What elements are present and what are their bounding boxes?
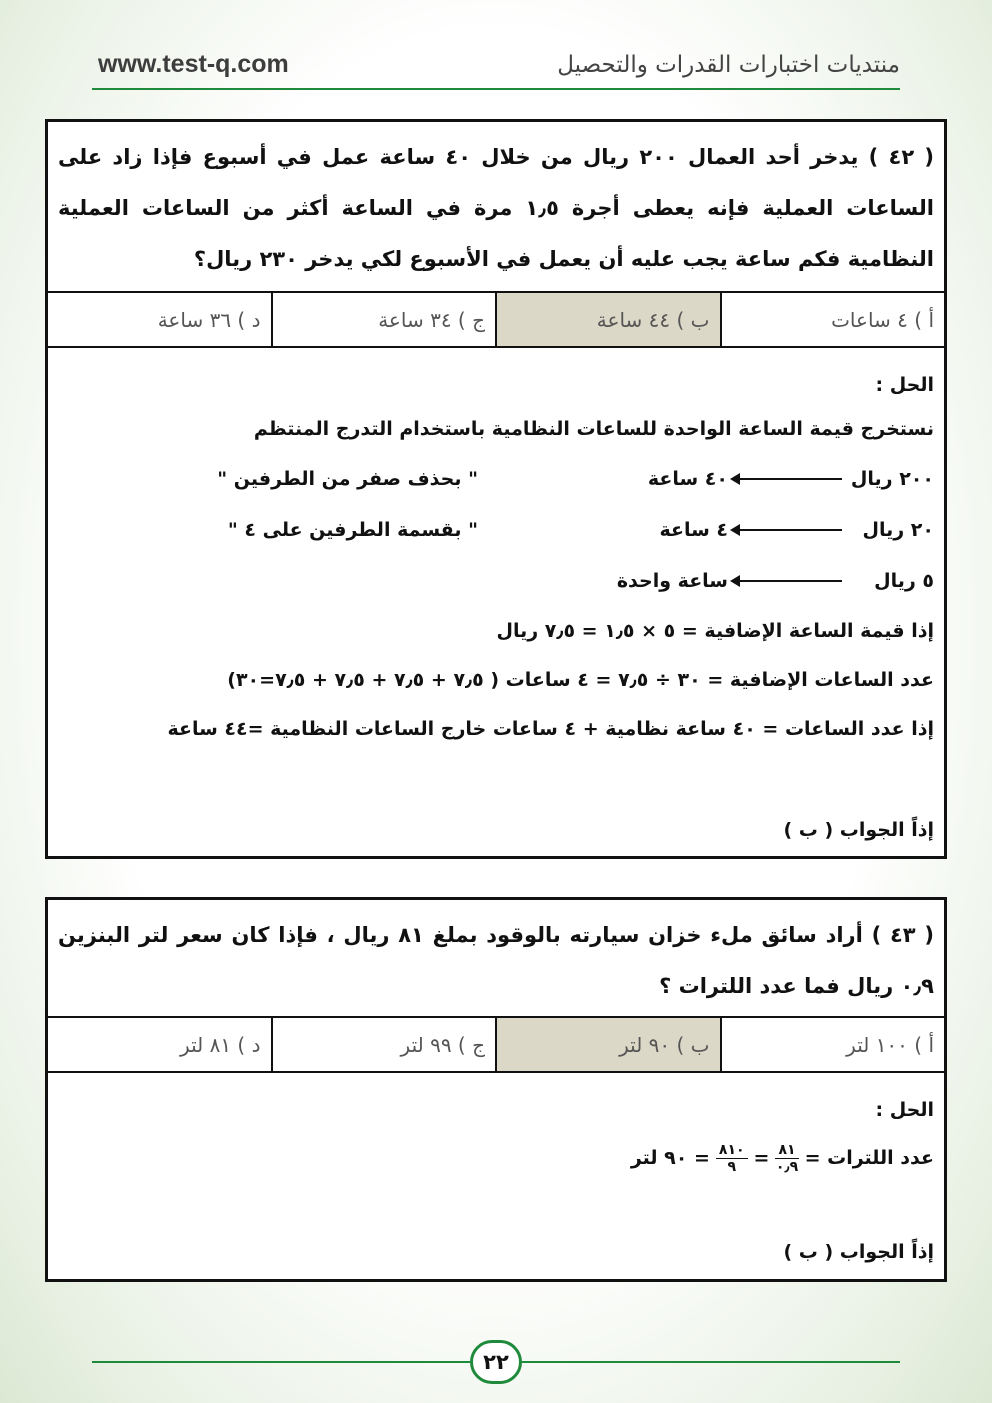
step-left: ٢٠٠ ريال xyxy=(850,467,934,490)
fraction-denominator: ٩ xyxy=(727,1158,736,1175)
arrow-icon xyxy=(732,529,842,531)
fraction xyxy=(775,1142,798,1175)
site-url[interactable]: www.test-q.com xyxy=(98,50,289,78)
solution-step xyxy=(58,453,934,504)
option-b[interactable]: ب ) ٤٤ ساعة xyxy=(495,293,720,346)
question-43-solution xyxy=(48,1071,944,1286)
arrow-icon xyxy=(732,580,842,582)
solution-formula xyxy=(58,1129,934,1187)
step-right: ساعة واحدة xyxy=(616,569,728,592)
question-42-options xyxy=(48,291,944,346)
page-number: ٢٢ xyxy=(470,1340,522,1384)
arrow-icon xyxy=(732,478,842,480)
step-right: ٤٠ ساعة xyxy=(647,467,728,490)
question-42-card xyxy=(45,119,947,859)
option-a[interactable]: أ ) ٤ ساعات xyxy=(720,293,945,346)
step-left: ٥ ريال xyxy=(874,569,934,592)
formula-result: = ٩٠ لتر xyxy=(630,1147,710,1169)
solution-line: عدد الساعات الإضافية = ٣٠ ÷ ٧٫٥ = ٤ ساعات ( ٧٫٥ + ٧٫٥ + ٧٫٥ + ٧٫٥=٣٠) xyxy=(227,668,934,691)
solution-step xyxy=(58,555,934,606)
solution-answer: إذاً الجواب ( ب ) xyxy=(783,1240,934,1263)
option-d[interactable]: د ) ٣٦ ساعة xyxy=(157,307,261,332)
solution-answer: إذاً الجواب ( ب ) xyxy=(783,818,934,841)
solution-line: إذا عدد الساعات = ٤٠ ساعة نظامية + ٤ ساعات خارج الساعات النظامية =٤٤ ساعة xyxy=(167,717,934,740)
solution-line: إذا قيمة الساعة الإضافية = ٥ × ١٫٥ = ٧٫٥ ريال xyxy=(496,619,934,642)
formula-label: عدد اللترات = xyxy=(804,1147,934,1169)
forum-title: منتديات اختبارات القدرات والتحصيل xyxy=(557,52,900,78)
footer-rule-left xyxy=(92,1361,470,1363)
option-c[interactable]: ج ) ٣٤ ساعة xyxy=(271,293,496,346)
option-a[interactable]: أ ) ١٠٠ لتر xyxy=(720,1018,945,1071)
option-d[interactable]: د ) ٨١ لتر xyxy=(180,1032,261,1057)
step-note: " بقسمة الطرفين على ٤ " xyxy=(227,518,478,541)
fraction-numerator: ٨١ xyxy=(775,1142,798,1159)
question-42-solution xyxy=(48,346,944,864)
equals-sign: = xyxy=(753,1147,770,1169)
solution-title: الحل : xyxy=(875,1099,934,1121)
footer-rule-right xyxy=(522,1361,900,1363)
step-left: ٢٠ ريال xyxy=(862,518,934,541)
solution-title: الحل : xyxy=(875,374,934,396)
step-note: " بحذف صفر من الطرفين " xyxy=(217,467,478,490)
solution-step xyxy=(58,504,934,555)
fraction xyxy=(716,1142,748,1175)
fraction-denominator: ٠٫٩ xyxy=(775,1158,799,1175)
solution-intro: نستخرج قيمة الساعة الواحدة للساعات النظامية باستخدام التدرج المنتظم xyxy=(253,417,934,440)
fraction-numerator: ٨١٠ xyxy=(716,1142,748,1159)
question-43-options xyxy=(48,1016,944,1071)
question-43-text: ( ٤٣ ) أراد سائق ملء خزان سيارته بالوقود بملغ ٨١ ريال ، فإذا كان سعر لتر البنزين ٠٫٩ ريال فما عدد اللترات ؟ xyxy=(58,923,934,998)
step-right: ٤ ساعة xyxy=(659,518,728,541)
question-42-text: ( ٤٢ ) يدخر أحد العمال ٢٠٠ ريال من خلال ٤٠ ساعة عمل في أسبوع فإذا زاد على الساعات العملية فإنه يعطى أجرة ١٫٥ مرة في الساعة أكثر من الساعات العملية النظامية فكم ساعة يجب عليه أن يعمل في الأسبوع لكي يدخر ٢٣٠ ريال؟ xyxy=(58,145,934,271)
option-b[interactable]: ب ) ٩٠ لتر xyxy=(495,1018,720,1071)
question-43-card xyxy=(45,897,947,1282)
header-rule xyxy=(92,88,900,90)
option-c[interactable]: ج ) ٩٩ لتر xyxy=(271,1018,496,1071)
